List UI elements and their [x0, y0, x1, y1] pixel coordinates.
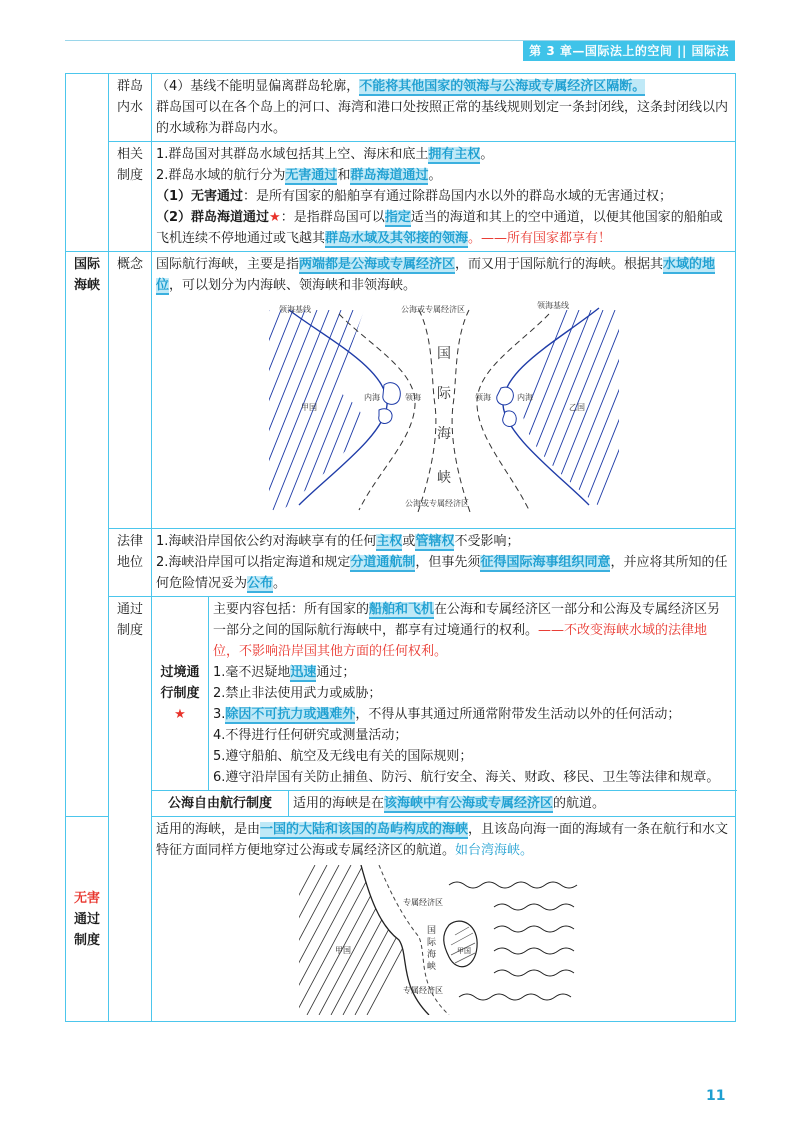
highlight-text: 水域的地位 [156, 257, 716, 293]
label-country-b: 乙国 [568, 403, 585, 412]
label-high-seas-bottom: 公海或专属经济区 [404, 499, 469, 508]
innocent-content [152, 817, 736, 1022]
transit-label-text: 过境通行制度 [160, 665, 200, 701]
transit-item [213, 662, 731, 683]
section-label-international-strait: 国际海峡 [66, 252, 109, 817]
archipelago-waters-content [152, 74, 736, 142]
text: 3. [213, 707, 226, 722]
row-legal-status [66, 529, 736, 597]
label-related-system: 相关制度 [109, 142, 152, 252]
row-transit-passage [66, 597, 736, 791]
text: 2.群岛水域的航行分为 [156, 168, 286, 183]
highlight-text: 分道通航制 [350, 555, 416, 570]
blank-section-cell [66, 74, 109, 252]
text: 。 [428, 168, 442, 183]
label-inner-sea-right: 内海 [516, 393, 533, 402]
text: 5.遵守船舶、航空及无线电有关的国际规则； [213, 749, 473, 764]
row-related-system [66, 142, 736, 252]
label-concept: 概念 [109, 252, 152, 529]
text: 国际航行海峡，主要是指 [156, 257, 300, 272]
text: 通过； [316, 665, 356, 680]
island-shape [378, 409, 391, 424]
star-icon: ★ [269, 210, 281, 225]
label-strait-char: 峡 [436, 470, 451, 486]
text: （4）基线不能明显偏离群岛轮廓， [156, 79, 360, 94]
transit-item [213, 767, 731, 788]
highlight-text: 主权 [376, 534, 403, 549]
island-shape [382, 383, 400, 405]
bold-text: （1）无害通过 [156, 189, 244, 204]
related-system-content [152, 142, 736, 252]
transit-item [213, 725, 731, 746]
text: ，且该岛向海一面的海域有一条在航行和水文特征方面同样方便地穿过公海或专属经济区的航道。 [156, 822, 729, 858]
text: 2.禁止非法使用武力或威胁； [213, 686, 382, 701]
label-strait-char: 国 [436, 346, 451, 362]
text: 。 [273, 576, 287, 591]
row-innocent-passage [66, 817, 736, 1022]
label-transit-passage [152, 597, 209, 791]
strait-diagram [269, 300, 619, 522]
dashed-line [339, 314, 415, 510]
text: 。 [480, 147, 494, 162]
row-archipelago-waters [66, 74, 736, 142]
legal-status-content [152, 529, 736, 597]
highlight-text: 公布 [247, 576, 274, 591]
label-legal-status: 法律地位 [109, 529, 152, 597]
highlight-text: 两端都是公海或专属经济区 [299, 257, 456, 272]
highlight-text: 船舶和飞机 [369, 602, 435, 617]
text: 主要内容包括：所有国家的 [213, 602, 370, 617]
high-seas-content [289, 791, 736, 817]
text: 不受影响； [454, 534, 520, 549]
concept-content [152, 252, 736, 529]
text: ，并应将其所知的任何危险情况妥为 [156, 555, 728, 591]
highlight-text: 拥有主权 [428, 147, 481, 162]
text: ：是指群岛国可以 [280, 210, 385, 225]
label-strait-char: 海 [436, 426, 451, 442]
highlight-text: 该海峡中有公海或专属经济区 [384, 796, 554, 811]
bold-text: （2）群岛海道通过 [156, 210, 270, 225]
red-note: 。——所有国家都享有！ [468, 231, 612, 246]
text: 4.不得进行任何研究或测量活动； [213, 728, 408, 743]
transit-item [213, 704, 731, 725]
highlight-text: 征得国际海事组织同意 [480, 555, 611, 570]
highlight-text: 一国的大陆和该国的岛屿构成的海峡 [260, 822, 469, 837]
transit-content [209, 597, 736, 791]
label-passage-system: 通过制度 [109, 597, 152, 1022]
text: 通过制度 [73, 911, 100, 948]
example-text: 如台湾海峡。 [455, 843, 534, 858]
label-strait-char: 国 [426, 926, 436, 936]
text: 6.遵守沿岸国有关防止捕鱼、防污、航行安全、海关、财政、移民、卫生等法律和规章。 [213, 770, 720, 785]
text: 适用的海峡，是由 [156, 822, 261, 837]
label-eez-bottom: 专属经济区 [402, 986, 443, 995]
text: 1.群岛国对其群岛水域包括其上空、海床和底土 [156, 147, 429, 162]
highlight-text: 指定 [384, 210, 411, 225]
highlight-text: 群岛水域及其邻接的领海 [325, 231, 469, 246]
label-innocent-passage [66, 817, 109, 1022]
text: ，不得从事其通过所通常附带发生活动以外的任何活动； [355, 707, 681, 722]
transit-item [213, 746, 731, 767]
label-territorial-left: 领海 [404, 393, 421, 402]
text: 在公海和专属经济区一部分和公海及专属经济区另一部分之间的国际航行海峡中，都享有过境通行的权利。 [213, 602, 721, 638]
label-high-seas-top: 公海或专属经济区 [400, 305, 465, 314]
text: 或 [402, 534, 416, 549]
text: ，但事先须 [415, 555, 481, 570]
label-high-seas-navigation: 公海自由航行制度 [152, 791, 289, 817]
label-archipelago-waters: 群岛内水 [109, 74, 152, 142]
island-shape [502, 411, 516, 427]
paragraph: 群岛国可以在各个岛上的河口、海湾和港口处按照正常的基线规则划定一条封闭线，这条封闭线以内的水域称为群岛内水。 [156, 100, 729, 136]
highlight-text: 群岛海道通过 [350, 168, 429, 183]
transit-item [213, 683, 731, 704]
label-country-a: 甲国 [334, 946, 351, 955]
label-eez-top: 专属经济区 [402, 898, 443, 907]
label-inner-sea-left: 内海 [363, 393, 380, 402]
dashed-line [417, 310, 436, 515]
red-note: ——不改变海峡水域的法律地位，不影响沿岸国其他方面的任何权利。 [213, 623, 708, 659]
highlight-text: 管辖权 [415, 534, 455, 549]
label-strait-char: 海 [426, 950, 436, 960]
island-shape [443, 921, 476, 967]
text: 1.毫不迟疑地 [213, 665, 291, 680]
highlight-text: 除因不可抗力或遇难外 [225, 707, 356, 722]
text: 和 [337, 168, 351, 183]
text: 2.海峡沿岸国可以指定海道和规定 [156, 555, 351, 570]
text: ，可以划分为内海峡、领海峡和非领海峡。 [169, 278, 417, 293]
page-number: 11 [706, 1088, 726, 1104]
star-icon: ★ [174, 707, 186, 722]
chapter-header: 第 3 章—国际法上的空间 || 国际法 [523, 41, 735, 61]
innocent-passage-diagram [299, 865, 589, 1015]
highlight-text: 无害通过 [285, 168, 338, 183]
label-island: 甲国 [456, 947, 471, 955]
row-strait-concept [66, 252, 736, 529]
label-strait-char: 峡 [426, 962, 436, 972]
text: 1.海峡沿岸国依公约对海峡享有的任何 [156, 534, 377, 549]
text: 适当的海道和其上的空中通道，以便其他国家的船舶或飞机连续不停地通过或飞越其 [156, 210, 723, 246]
text: ，而又用于国际航行的海峡。根据其 [455, 257, 664, 272]
content-table [65, 73, 736, 1022]
text: 适用的海峡是在 [293, 796, 385, 811]
label-baseline-left: 领海基线 [278, 305, 311, 314]
highlight-text: 迅速 [290, 665, 317, 680]
dashed-line [452, 310, 471, 515]
label-territorial-right: 领海 [474, 393, 491, 402]
text: ：是所有国家的船舶享有通过除群岛国内水以外的群岛水域的无害通过权； [243, 189, 673, 204]
text: 的航道。 [553, 796, 606, 811]
label-strait-char: 际 [436, 386, 451, 402]
label-baseline-right: 领海基线 [536, 301, 569, 310]
row-high-seas-navigation [66, 791, 736, 817]
label-country-a: 甲国 [300, 403, 317, 412]
label-strait-char: 际 [426, 938, 436, 948]
highlight-text: 不能将其他国家的领海与公海或专属经济区隔断。 [359, 79, 646, 94]
island-shape [496, 387, 513, 405]
red-label: 无害 [73, 890, 100, 906]
